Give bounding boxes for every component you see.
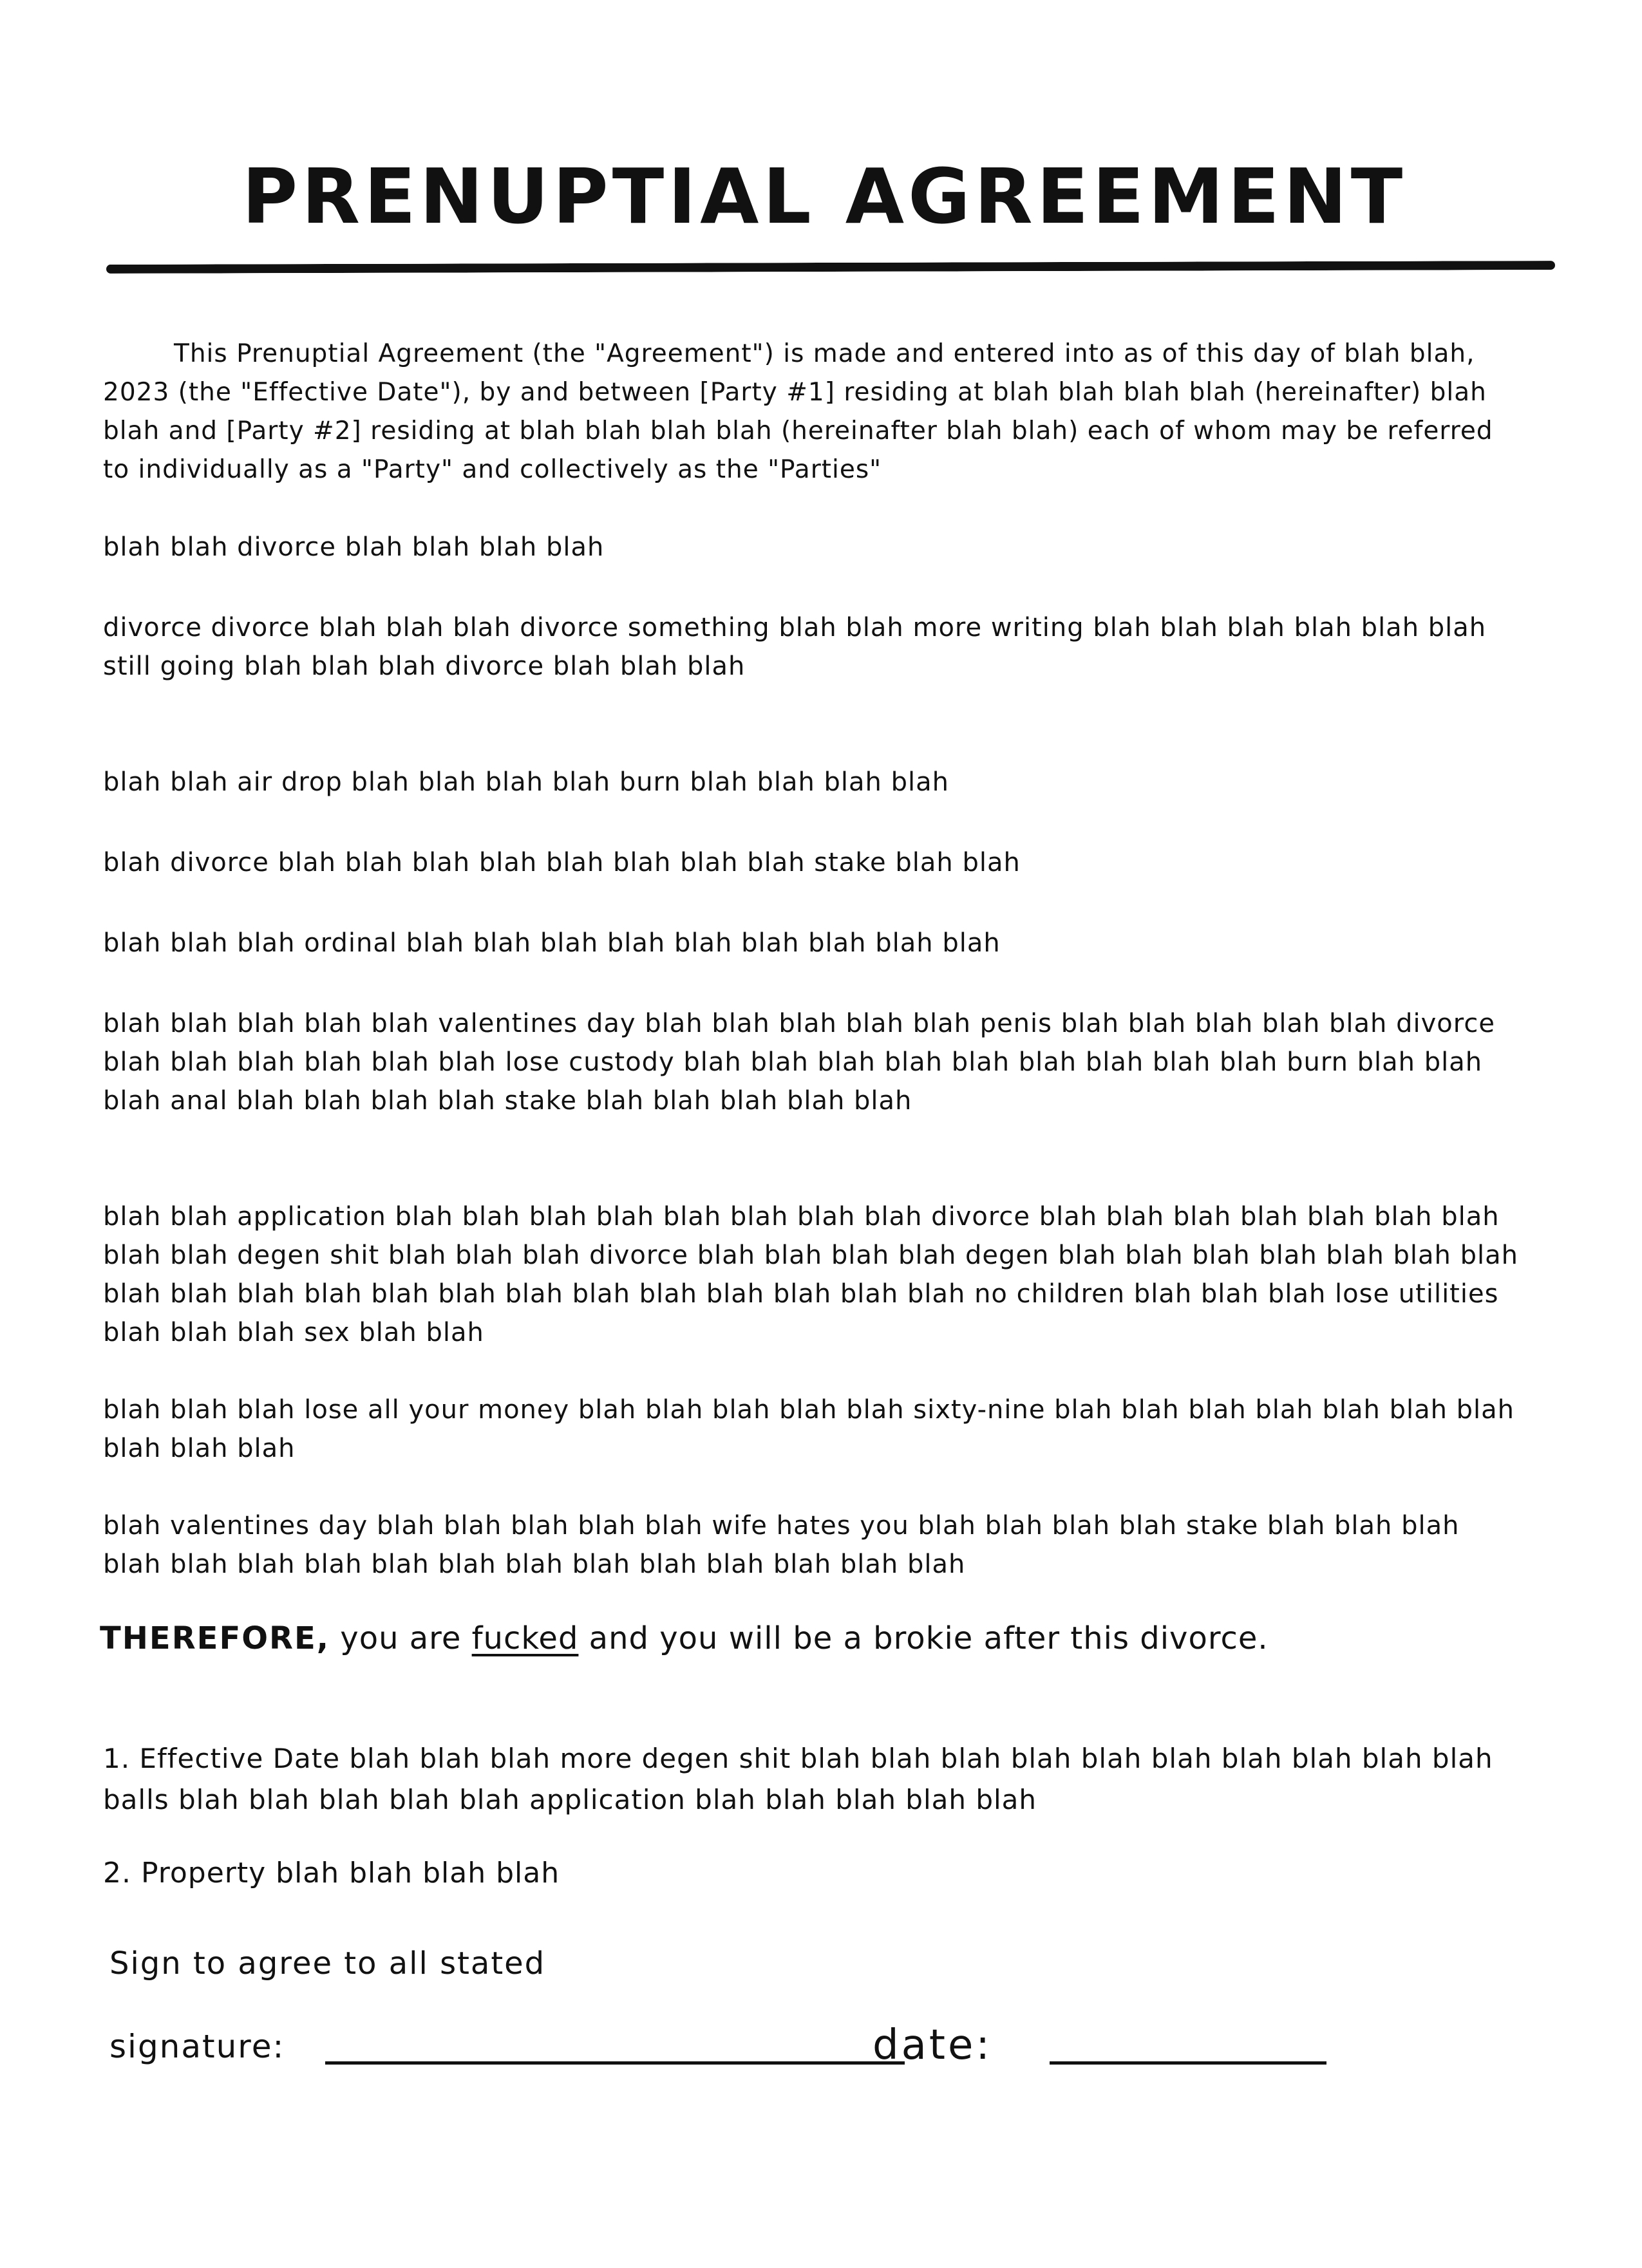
- signature-label: signature:: [109, 2028, 285, 2065]
- therefore-emphasis: fucked: [471, 1620, 579, 1656]
- body-paragraph: divorce divorce blah blah blah divorce something blah blah more writing blah blah blah blah blah blah still going blah blah blah divorce blah blah blah: [103, 613, 1487, 681]
- therefore-clause: [100, 1616, 1516, 1661]
- signature-field[interactable]: [325, 2061, 905, 2065]
- body-paragraph: blah blah blah blah blah valentines day blah blah blah blah blah penis blah blah blah blah blah divorce blah blah blah blah blah blah lose custody blah blah blah blah blah blah blah blah blah burn blah blah blah anal blah blah blah blah stake blah blah blah blah blah: [103, 1009, 1495, 1116]
- body-paragraph: blah blah blah lose all your money blah blah blah blah blah sixty-nine blah blah blah blah blah blah blah blah blah blah: [103, 1395, 1515, 1463]
- body-paragraph: blah blah air drop blah blah blah blah burn blah blah blah blah: [103, 767, 949, 797]
- document-title: PRENUPTIAL AGREEMENT: [241, 152, 1407, 241]
- sign-instruction: Sign to agree to all stated: [109, 1945, 546, 1982]
- numbered-item-property: 2. Property blah blah blah blah: [103, 1857, 560, 1889]
- body-paragraph: blah blah divorce blah blah blah blah: [103, 532, 605, 562]
- date-label: date:: [873, 2021, 992, 2069]
- date-field[interactable]: [1050, 2061, 1326, 2065]
- signature-row: [109, 2021, 1397, 2079]
- therefore-lead: THEREFORE,: [100, 1620, 330, 1656]
- body-paragraph: blah blah application blah blah blah blah blah blah blah blah divorce blah blah blah blah blah blah blah blah blah degen shit blah blah blah divorce blah blah blah blah degen blah blah blah blah blah blah blah blah blah blah blah blah blah blah blah blah blah blah blah blah no children blah blah blah lose utilities blah blah blah sex blah blah: [103, 1202, 1518, 1347]
- body-paragraph: blah blah blah ordinal blah blah blah blah blah blah blah blah blah: [103, 928, 1001, 958]
- body-paragraph: blah valentines day blah blah blah blah blah wife hates you blah blah blah blah stake blah blah blah blah blah blah blah blah blah blah blah blah blah blah blah blah: [103, 1511, 1460, 1579]
- body-paragraph: blah divorce blah blah blah blah blah blah blah blah stake blah blah: [103, 848, 1021, 877]
- intro-paragraph: This Prenuptial Agreement (the "Agreement") is made and entered into as of this day of blah blah, 2023 (the "Effective Date"), by and between [Party #1] residing at blah blah blah blah (hereinafter) blah blah and [Party #2] residing at blah blah blah blah (hereinafter blah blah) each of whom may be referred to individually as a "Party" and collectively as the "Parties": [103, 339, 1493, 484]
- title-underline: [106, 261, 1555, 274]
- numbered-item-effective-date: 1. Effective Date blah blah blah more degen shit blah blah blah blah blah blah blah blah blah blah balls blah blah blah blah blah application blah blah blah blah blah: [103, 1743, 1493, 1815]
- therefore-text-after: and you will be a brokie after this divorce.: [578, 1620, 1269, 1656]
- therefore-text-before: you are: [330, 1620, 472, 1656]
